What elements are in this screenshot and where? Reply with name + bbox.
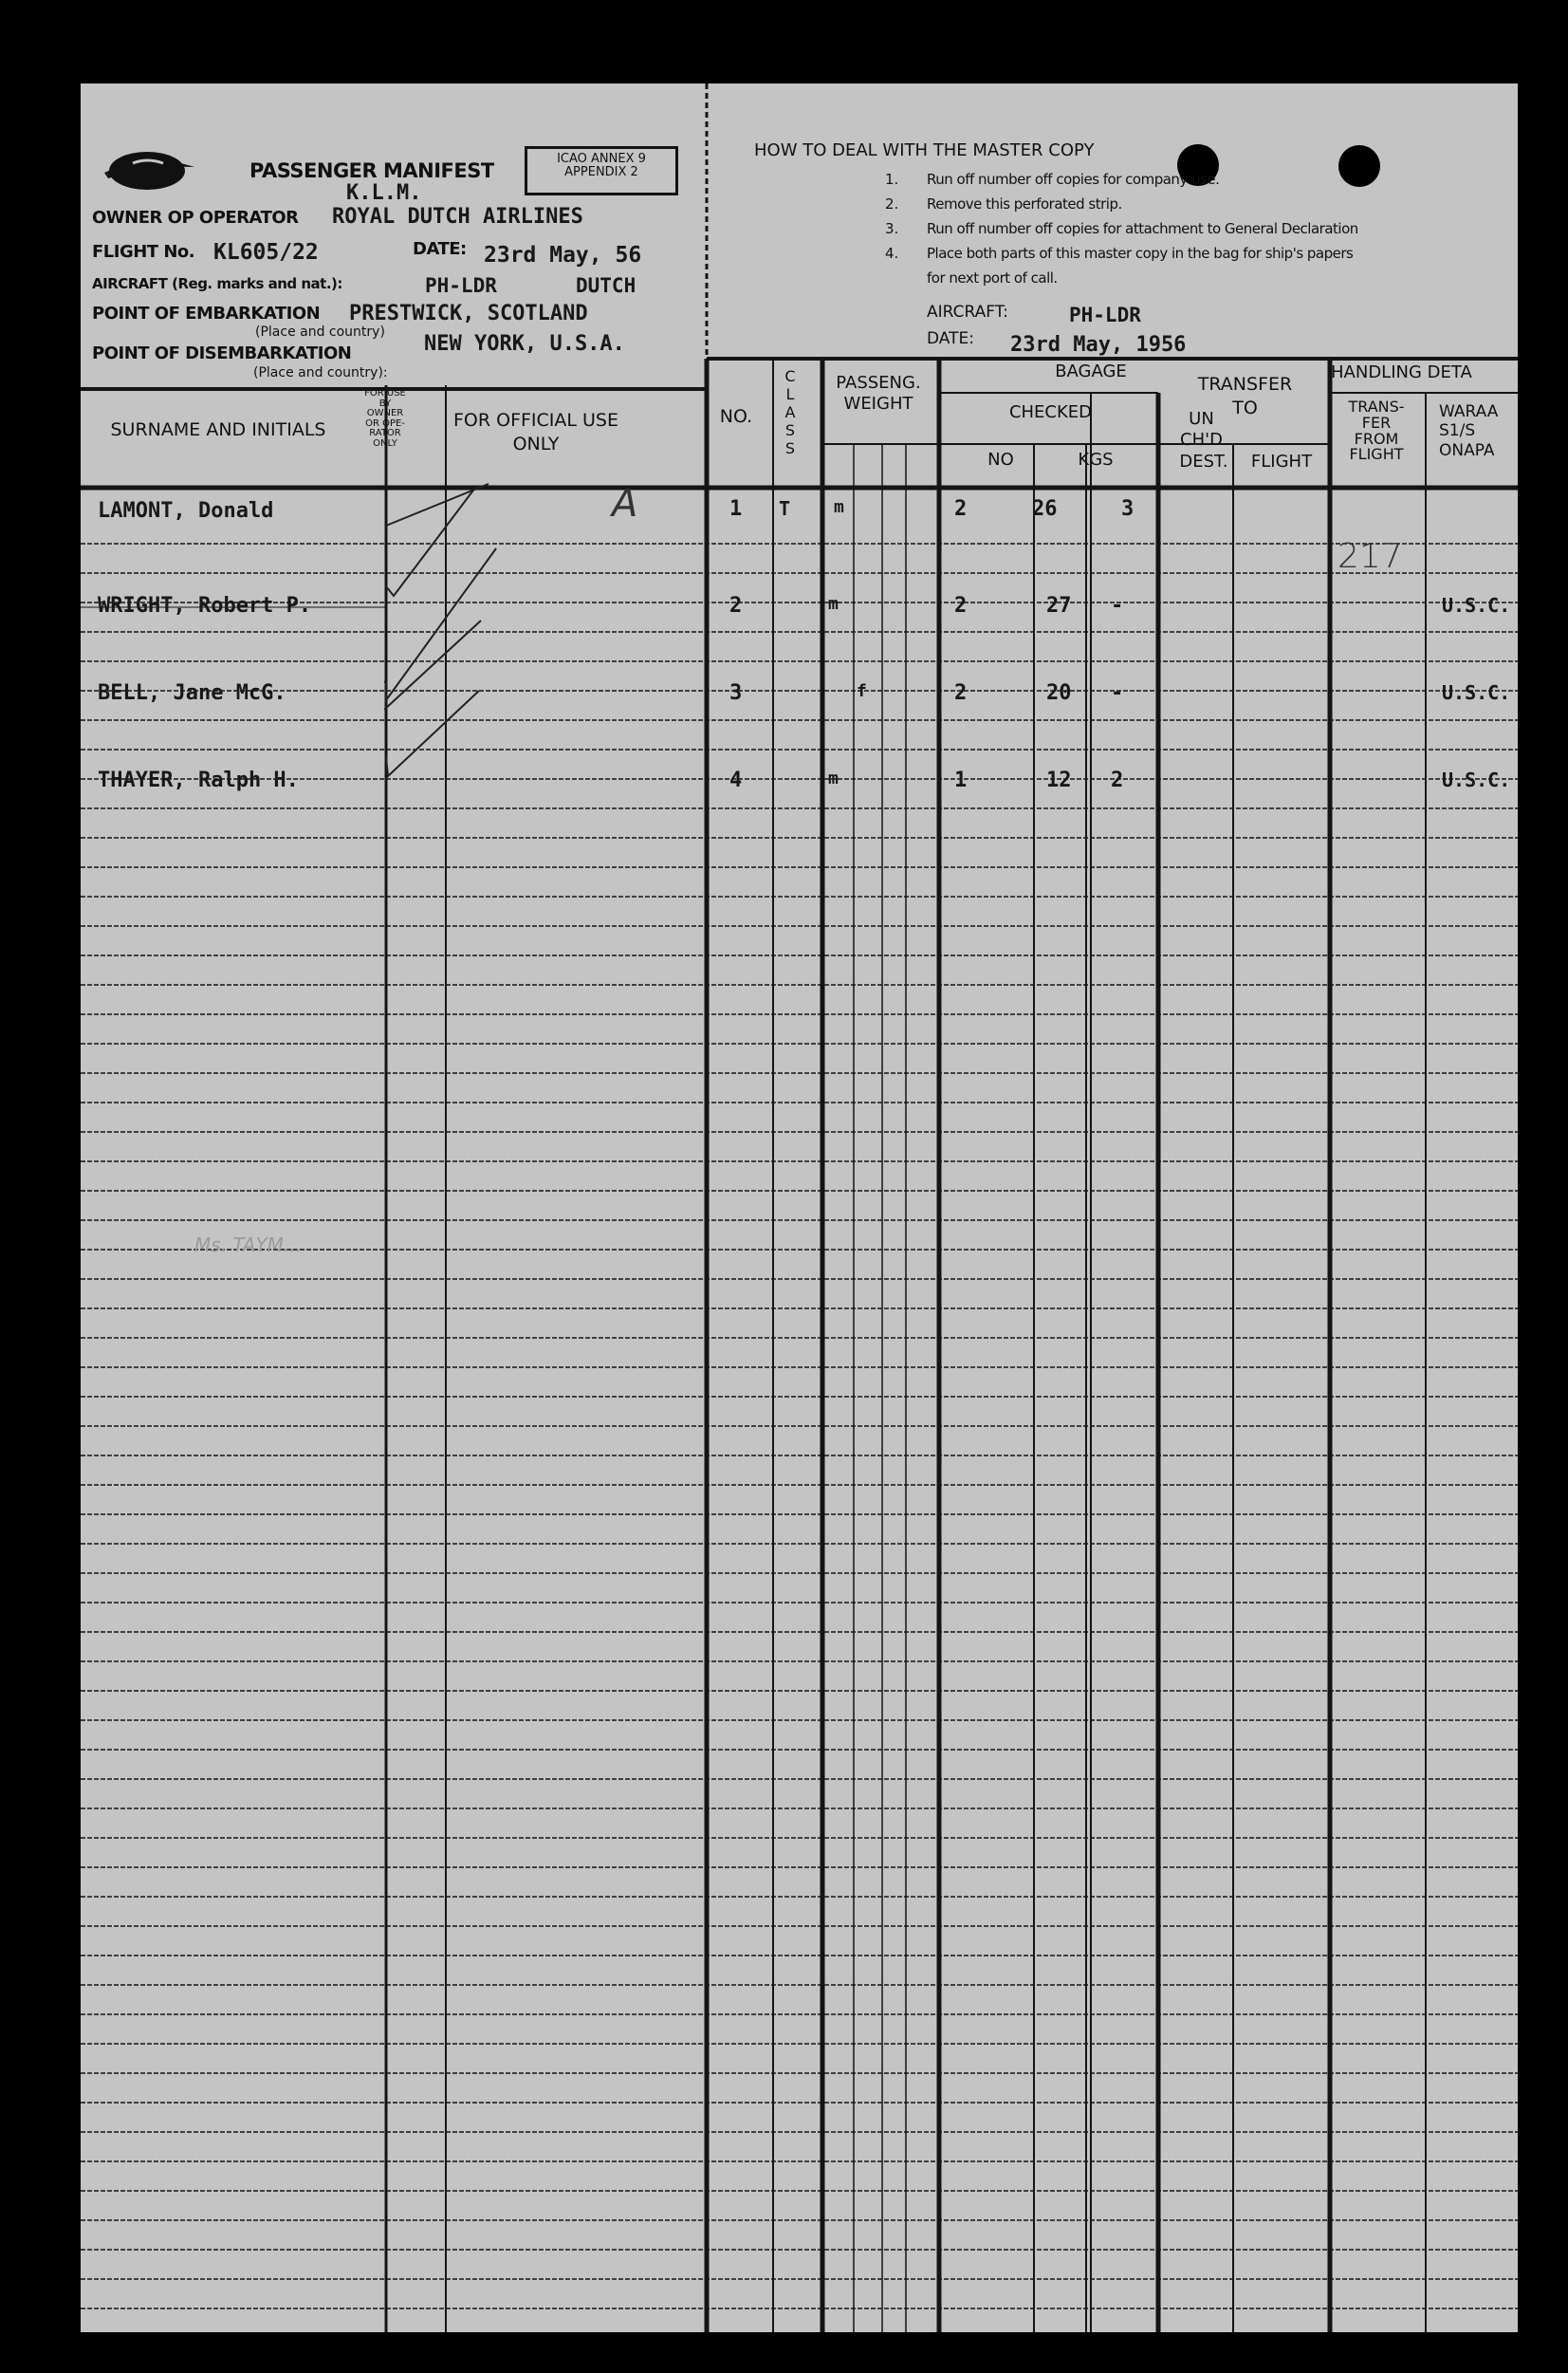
instr-aircraft-label: AIRCRAFT: — [927, 303, 1008, 322]
disembark-value: NEW YORK, U.S.A. — [424, 332, 625, 356]
punch-hole — [1338, 145, 1380, 187]
col-transfer: TRANSFER TO — [1197, 374, 1293, 418]
date-label: DATE: — [413, 239, 467, 259]
instruction-text: Run off number off copies for attachment to General Declaration — [927, 220, 1358, 237]
col-transfer-from: TRANS- FER FROM FLIGHT — [1348, 398, 1405, 464]
passenger-no: 1 — [729, 497, 743, 521]
handling-code: U.S.C. — [1442, 594, 1511, 617]
col-official: FOR OFFICIAL USE ONLY — [452, 410, 618, 454]
col-passeng-weight: PASSENG. WEIGHT — [836, 373, 921, 414]
manifest-title: PASSENGER MANIFEST — [249, 159, 494, 182]
bag-kgs: 12 — [1046, 769, 1072, 792]
instruction-text: Run off number off copies for company use. — [927, 171, 1220, 188]
bag-unchd: - — [1111, 594, 1124, 618]
bag-unchd: 3 — [1121, 497, 1134, 521]
col-flight: FLIGHT — [1250, 452, 1313, 472]
passenger-name: WRIGHT, Robert P. — [98, 594, 312, 618]
passenger-male: m — [834, 497, 844, 517]
passenger-name: THAYER, Ralph H. — [98, 769, 299, 792]
col-bagage: BAGAGE — [1055, 362, 1127, 381]
embark-label: POINT OF EMBARKATION — [92, 304, 321, 324]
passenger-no: 2 — [729, 594, 743, 618]
col-no: NO. — [719, 406, 753, 427]
bag-count: 2 — [954, 681, 968, 705]
annex-box: ICAO ANNEX 9 APPENDIX 2 — [525, 146, 678, 195]
check-marks — [384, 482, 602, 786]
instruction-text: for next port of call. — [927, 269, 1058, 287]
passenger-no: 4 — [729, 769, 743, 792]
passenger-male: m — [828, 769, 839, 788]
col-handling: HANDLING DETA — [1331, 362, 1472, 382]
col-bag-no: NO — [987, 450, 1014, 470]
col-owner-use: FOR USE BY OWNER OR OPE- RATOR ONLY — [364, 388, 406, 449]
instr-aircraft-value: PH-LDR — [1069, 304, 1141, 326]
flight-value: KL605/22 — [213, 240, 319, 265]
embark-value: PRESTWICK, SCOTLAND — [349, 302, 588, 325]
disembark-sub: (Place and country): — [253, 365, 388, 380]
instruction-text: Place both parts of this master copy in the bag for ship's papers — [927, 245, 1354, 262]
bag-unchd: - — [1111, 681, 1124, 705]
owner-label: OWNER OP OPERATOR — [92, 208, 299, 228]
col-surname: SURNAME AND INITIALS — [110, 419, 326, 440]
transfer-from-flight: 217 — [1337, 537, 1403, 576]
col-checked: CHECKED — [1008, 402, 1093, 422]
passenger-male: m — [828, 594, 839, 614]
col-class: C L A S S — [784, 367, 796, 457]
col-kgs: KGS — [1078, 450, 1114, 470]
passenger-name: LAMONT, Donald — [98, 499, 274, 523]
instr-date-label: DATE: — [927, 329, 974, 348]
handling-code: U.S.C. — [1442, 681, 1511, 704]
bag-kgs: 27 — [1046, 594, 1072, 618]
aircraft-reg: PH-LDR — [425, 274, 497, 297]
col-waraa: WARAA S1/S ONAPA — [1439, 402, 1499, 460]
handling-code: U.S.C. — [1442, 769, 1511, 791]
faint-note: Ms. TAYM... — [194, 1233, 302, 1256]
passenger-class: T — [779, 497, 791, 520]
manifest-sheet — [81, 83, 1518, 2332]
bag-count: 2 — [954, 497, 968, 521]
instruction-num: 2. — [885, 195, 899, 213]
instruction-num: 4. — [885, 245, 899, 262]
bag-kgs: 26 — [1032, 497, 1058, 521]
passenger-no: 3 — [729, 681, 743, 705]
date-value: 23rd May, 56 — [484, 243, 642, 268]
disembark-label: POINT OF DISEMBARKATION — [92, 343, 352, 363]
bag-kgs: 20 — [1046, 681, 1072, 705]
col-dest: DEST. — [1179, 452, 1228, 472]
bag-unchd: 2 — [1111, 769, 1124, 792]
embark-sub: (Place and country) — [255, 324, 385, 340]
aircraft-nat: DUTCH — [576, 274, 636, 297]
passenger-female: f — [857, 681, 867, 701]
instructions-heading: HOW TO DEAL WITH THE MASTER COPY — [754, 140, 1095, 160]
bag-count: 2 — [954, 594, 968, 618]
klm-logo — [95, 142, 199, 203]
passenger-name: BELL, Jane McG. — [98, 681, 286, 705]
instruction-text: Remove this perforated strip. — [927, 195, 1122, 213]
aircraft-label: AIRCRAFT (Reg. marks and nat.): — [92, 275, 342, 292]
bag-count: 1 — [954, 769, 968, 792]
instr-date-value: 23rd May, 1956 — [1010, 333, 1187, 357]
instruction-num: 3. — [885, 220, 899, 237]
col-unchd: UN CH'D — [1180, 409, 1223, 450]
airline-abbrev: K.L.M. — [346, 181, 422, 205]
owner-value: ROYAL DUTCH AIRLINES — [332, 205, 583, 229]
instruction-num: 1. — [885, 171, 899, 188]
official-mark: A — [612, 482, 638, 526]
flight-label: FLIGHT No. — [92, 242, 195, 262]
